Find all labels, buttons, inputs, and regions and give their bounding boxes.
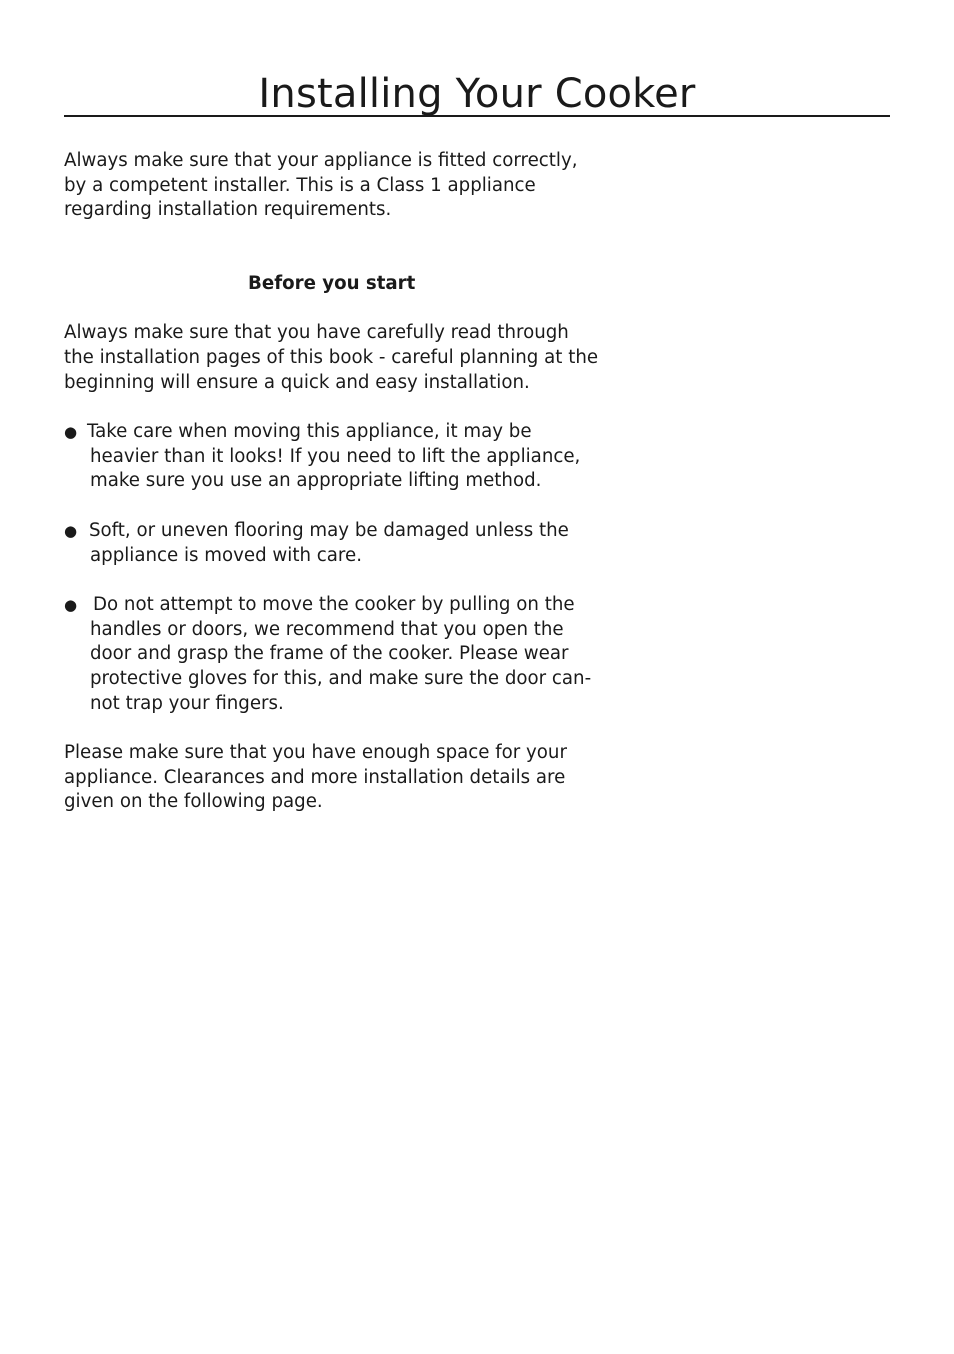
page-title: Installing Your Cooker bbox=[258, 71, 696, 117]
intro-line: Always make sure that your appliance is fitted correctly, bbox=[64, 150, 578, 171]
closing-paragraph bbox=[64, 741, 624, 815]
lead-line: the installation pages of this book - careful planning at the bbox=[64, 346, 599, 368]
bullet-item bbox=[64, 593, 624, 716]
bullet-line: make sure you use an appropriate lifting method. bbox=[90, 470, 542, 492]
bullet-line: not trap your fingers. bbox=[90, 692, 284, 714]
bullet-line: appliance is moved with care. bbox=[90, 544, 362, 566]
lead-line: beginning will ensure a quick and easy installation. bbox=[64, 371, 530, 393]
bullet-item bbox=[64, 519, 624, 568]
section-heading: Before you start bbox=[248, 272, 416, 294]
closing-line: appliance. Clearances and more installation details are bbox=[64, 766, 566, 788]
page-content bbox=[64, 149, 624, 815]
closing-line: given on the following page. bbox=[64, 791, 323, 813]
lead-paragraph bbox=[64, 321, 624, 395]
bullet-line: door and grasp the frame of the cooker. Please wear bbox=[90, 643, 569, 665]
bullet-line: Take care when moving this appliance, it may be bbox=[87, 421, 532, 443]
bullet-dot-icon: ● bbox=[64, 423, 78, 442]
bullet-line: Soft, or uneven flooring may be damaged unless the bbox=[89, 519, 569, 541]
bullet-line: Do not attempt to move the cooker by pulling on the bbox=[93, 594, 575, 616]
bullet-line: handles or doors, we recommend that you open the bbox=[90, 618, 564, 640]
bullet-dot-icon: ● bbox=[64, 521, 78, 540]
bullet-dot-icon: ● bbox=[64, 596, 78, 615]
intro-line: regarding installation requirements. bbox=[64, 199, 392, 221]
title-underline bbox=[64, 115, 890, 117]
bullet-item bbox=[64, 420, 624, 494]
intro-line: by a competent installer. This is a Class 1 appliance bbox=[64, 174, 536, 196]
bullet-line: heavier than it looks! If you need to lift the appliance, bbox=[90, 445, 581, 467]
bullet-line: protective gloves for this, and make sure the door can- bbox=[90, 667, 592, 689]
lead-line: Always make sure that you have carefully read through bbox=[64, 322, 569, 344]
intro-paragraph bbox=[64, 149, 624, 223]
closing-line: Please make sure that you have enough space for your bbox=[64, 742, 567, 764]
